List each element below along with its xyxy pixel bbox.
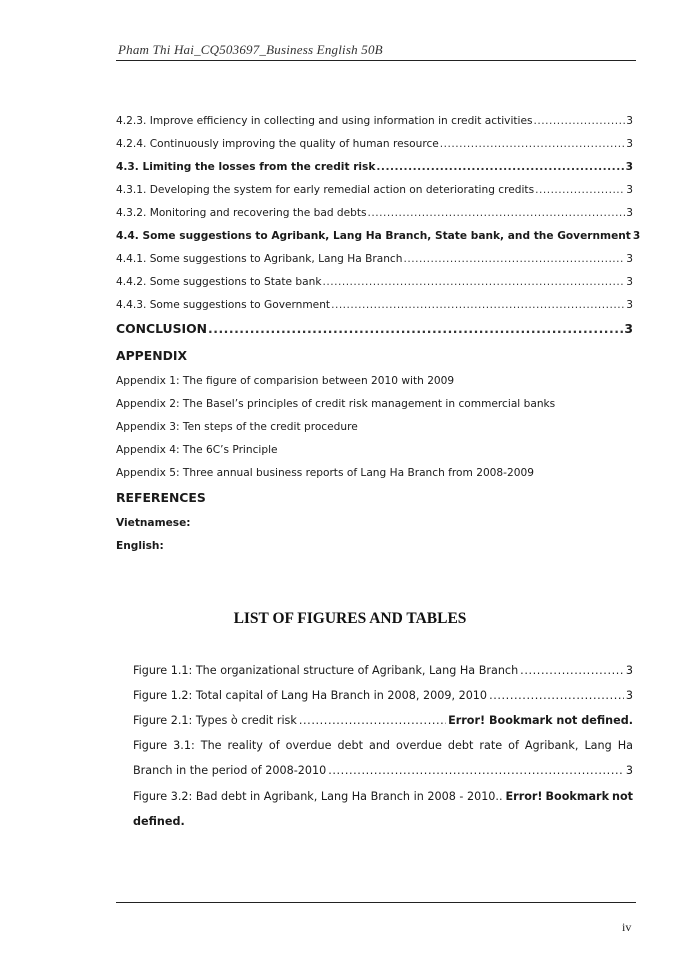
page-number: iv (622, 920, 632, 934)
figure-entry-title: Figure 3.2: Bad debt in Agribank, Lang Ha Branch in 2008 - 2010.. (133, 790, 503, 803)
word: debt (447, 739, 474, 752)
list-of-figures-title: LIST OF FIGURES AND TABLES (233, 610, 467, 627)
toc-entry-title: 4.3. Limiting the losses from the credit risk (116, 161, 376, 173)
word: debt (337, 739, 363, 752)
toc-leader (208, 322, 623, 336)
figure-entry-page: 3 (625, 764, 633, 777)
toc-entry-title: 4.4.1. Some suggestions to Agribank, Lang Ha Branch (116, 253, 403, 265)
toc-entry-title: 4.2.4. Continuously improving the quality of human resource (116, 138, 439, 150)
figure-leader (489, 689, 624, 703)
toc-entry[interactable] (116, 206, 633, 220)
word: of (268, 739, 280, 752)
word: overdue (396, 739, 442, 752)
figure-entry-title: Figure 1.1: The organizational structure of Agribank, Lang Ha Branch (133, 664, 519, 677)
toc-entry[interactable] (116, 183, 633, 197)
figure-entry-title: Figure 2.1: Types ò credit risk (133, 714, 297, 727)
word: Ha (617, 739, 633, 752)
toc-entry[interactable] (116, 114, 633, 128)
figure-entry-error: defined. (133, 815, 185, 828)
toc-entry-title: 4.4. Some suggestions to Agribank, Lang Ha Branch, State bank, and the Government (116, 230, 631, 242)
running-header (116, 40, 636, 61)
figure-entry-page: 3 (625, 689, 633, 702)
toc-leader (440, 137, 625, 151)
figure-entry-line[interactable] (133, 739, 633, 753)
toc-leader (322, 275, 625, 289)
toc-entry-title: 4.3.1. Developing the system for early remedial action on deteriorating credits (116, 184, 535, 196)
figure-entry[interactable] (133, 689, 633, 703)
toc-leader (331, 298, 625, 312)
toc-entry[interactable] (116, 298, 633, 312)
references-english: English: (116, 540, 164, 552)
toc-entry-title: 4.4.3. Some suggestions to Government (116, 299, 331, 311)
toc-leader (534, 114, 626, 128)
word: 3.1: (173, 739, 195, 752)
word: overdue (285, 739, 332, 752)
word: reality (227, 739, 263, 752)
toc-entry-title: 4.3.2. Monitoring and recovering the bad debts (116, 207, 367, 219)
references-vietnamese: Vietnamese: (116, 517, 191, 529)
word: Lang (584, 739, 612, 752)
figure-entry-title: Figure 1.2: Total capital of Lang Ha Branch in 2008, 2009, 2010 (133, 689, 488, 702)
appendix-item[interactable]: Appendix 3: Ten steps of the credit procedure (116, 421, 358, 433)
figure-entry[interactable] (133, 714, 633, 728)
figure-entry-title: Branch in the period of 2008-2010 (133, 764, 327, 777)
word: rate (479, 739, 503, 752)
appendix-item[interactable]: Appendix 2: The Basel’s principles of credit risk management in commercial banks (116, 398, 556, 410)
toc-entry[interactable] (116, 160, 633, 174)
word: Agribank, (524, 739, 579, 752)
figure-leader (520, 664, 624, 678)
appendix-heading: APPENDIX (116, 348, 188, 363)
word: The (200, 739, 222, 752)
toc-entry-conclusion[interactable] (116, 322, 633, 336)
appendix-item[interactable]: Appendix 5: Three annual business reports of Lang Ha Branch from 2008-2009 (116, 467, 534, 479)
figure-entry[interactable] (133, 764, 633, 778)
toc-entry-page: 3 (632, 230, 641, 242)
toc-entry[interactable] (116, 229, 641, 243)
figure-entry-line[interactable] (133, 815, 633, 829)
figure-entry-error: Bookmark (545, 790, 610, 803)
toc-entry-page: 3 (626, 276, 633, 288)
appendix-item[interactable]: Appendix 1: The figure of comparision between 2010 with 2009 (116, 375, 455, 387)
toc-entry[interactable] (116, 275, 633, 289)
toc-entry-page: 3 (626, 115, 633, 127)
figure-entry-error: Error! Bookmark not defined. (448, 714, 633, 727)
toc-entry-page: 3 (626, 138, 633, 150)
figure-entry-error: Error! (505, 790, 543, 803)
word: and (368, 739, 391, 752)
toc-leader (376, 160, 624, 174)
figure-entry-error: not (612, 790, 633, 803)
toc-leader (368, 206, 626, 220)
toc-entry[interactable] (116, 252, 633, 266)
word: of (508, 739, 519, 752)
figure-leader (299, 714, 446, 728)
word: Figure (133, 739, 168, 752)
figure-entry-page: 3 (625, 664, 633, 677)
toc-entry-page: 3 (626, 253, 633, 265)
figure-leader (328, 764, 624, 778)
header-text: Pham Thi Hai_CQ503697_Business English 50B (118, 42, 383, 57)
toc-entry-page: 3 (626, 184, 633, 196)
toc-entry-title: 4.2.3. Improve efficiency in collecting and using information in credit activities (116, 115, 533, 127)
figure-entry[interactable] (133, 664, 633, 678)
appendix-item[interactable]: Appendix 4: The 6C’s Principle (116, 444, 278, 456)
toc-entry-page: 3 (626, 299, 633, 311)
toc-entry-page: 3 (625, 161, 633, 173)
toc-entry-title: CONCLUSION (116, 321, 208, 336)
toc-leader (535, 183, 625, 197)
toc-entry-page: 3 (624, 321, 633, 336)
toc-leader (403, 252, 625, 266)
toc-entry-title: 4.4.2. Some suggestions to State bank (116, 276, 322, 288)
figure-entry-line[interactable] (133, 790, 633, 804)
toc-entry[interactable] (116, 137, 633, 151)
footer-rule (116, 902, 636, 903)
toc-entry-page: 3 (626, 207, 633, 219)
references-heading: REFERENCES (116, 490, 206, 505)
